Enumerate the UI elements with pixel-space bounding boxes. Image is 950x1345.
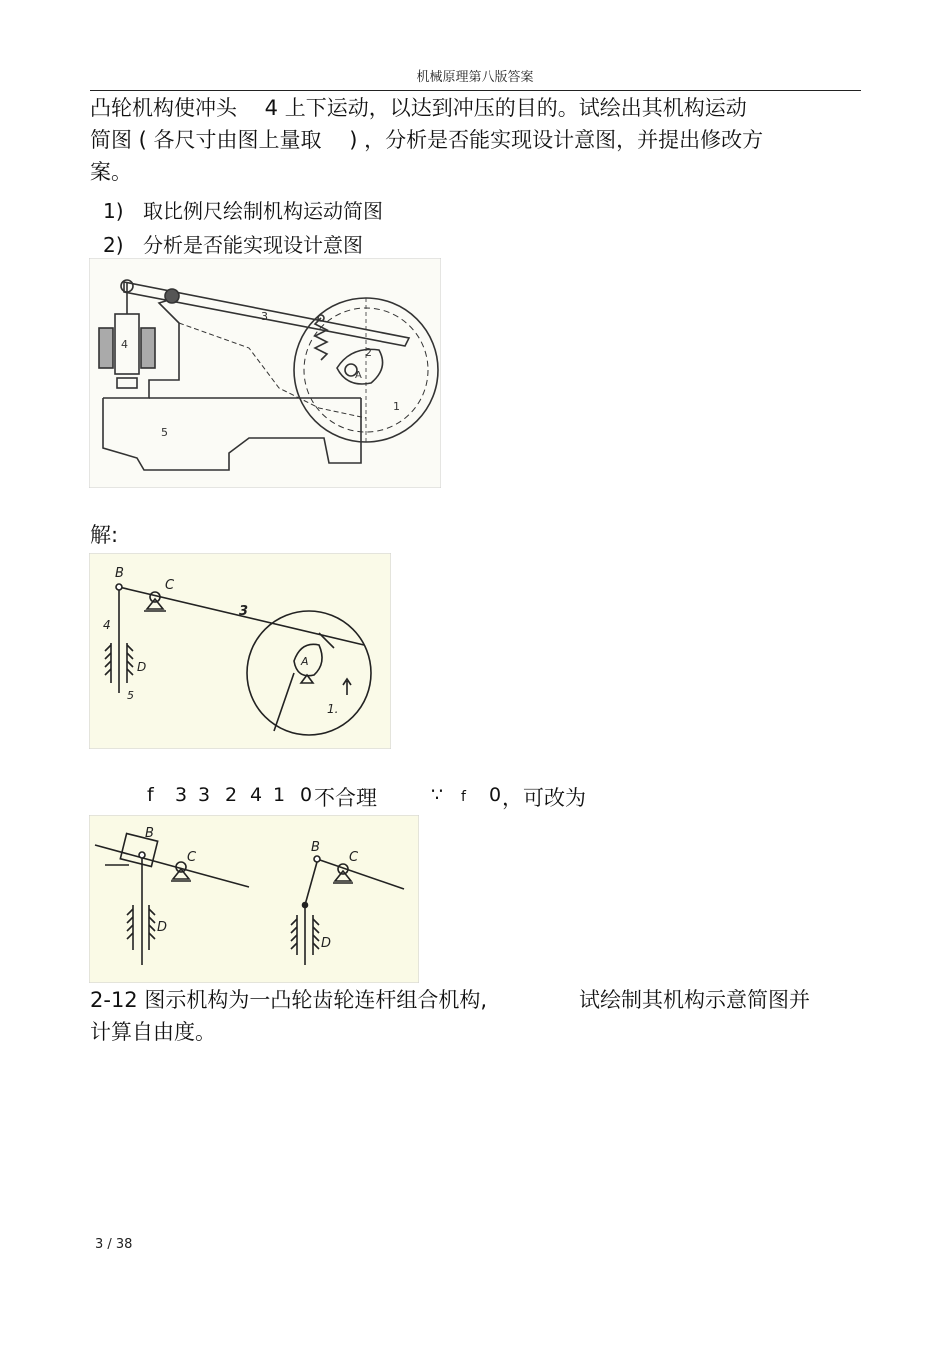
next-problem-line-1b: 试绘制其机构示意简图并	[579, 988, 810, 1012]
modified-design-figure	[89, 815, 419, 983]
page-number: 3 / 38	[95, 1237, 133, 1252]
header-rule	[90, 90, 861, 91]
step-1-number: 1)	[103, 199, 124, 223]
fig3-left-label-C: C	[187, 850, 197, 865]
fig3-right-label-B: B	[311, 840, 320, 855]
step-1	[103, 195, 383, 224]
step-2-text: 分析是否能实现设计意图	[143, 233, 363, 257]
fig1-label-3: 3	[261, 310, 268, 323]
fig2-label-C: C	[165, 578, 175, 593]
step-1-text: 取比例尺绘制机构运动简图	[143, 199, 383, 223]
page-header: 机械原理第八版答案	[416, 70, 534, 85]
formula-n1: 1	[273, 784, 286, 806]
fig3-right-label-D: D	[321, 936, 332, 951]
formula-n3b: 3	[198, 784, 211, 806]
formula-because: ∵	[431, 784, 444, 806]
fig3-right-label-C: C	[349, 850, 359, 865]
press-mechanism-figure	[89, 258, 441, 488]
formula-n0: 0	[300, 784, 313, 806]
formula-fix: ，可改为	[502, 786, 586, 810]
formula-n3: 3	[175, 784, 188, 806]
fig2-label-A: A	[301, 655, 309, 668]
fig1-label-2: 2	[365, 346, 372, 359]
problem-line-1: 凸轮机构使冲头 4 上下运动，以达到冲压的目的。试绘出其机构运动	[90, 96, 747, 120]
formula-zero: 0	[489, 784, 502, 806]
step-2-number: 2)	[103, 233, 124, 257]
next-problem-line-2: 计算自由度。	[90, 1020, 216, 1044]
solution-label: 解:	[90, 523, 119, 547]
formula-f: f	[147, 784, 154, 806]
fig2-label-4: 4	[103, 618, 111, 632]
fig3-left-label-B: B	[145, 826, 154, 841]
fig3-left-label-D: D	[157, 920, 168, 935]
formula-n4: 4	[250, 784, 263, 806]
fig2-label-B: B	[115, 566, 124, 581]
formula-n2: 2	[225, 784, 238, 806]
problem-line-3: 案。	[90, 160, 132, 184]
fig2-label-3: 3	[239, 604, 249, 619]
next-problem-line-1a: 2-12 图示机构为一凸轮齿轮连杆组合机构,	[90, 988, 488, 1012]
kinematic-diagram-figure	[89, 553, 391, 749]
fig1-label-4: 4	[121, 338, 128, 351]
fig2-label-1: 1.	[327, 702, 339, 716]
formula-f2: f	[461, 789, 466, 805]
fig1-label-1: 1	[393, 400, 400, 413]
fig2-label-D: D	[137, 660, 147, 674]
problem-line-2: 简图 ( 各尺寸由图上量取 ) ，分析是否能实现设计意图，并提出修改方	[90, 128, 764, 152]
step-2	[103, 229, 363, 258]
fig1-label-A: A	[355, 370, 362, 381]
formula-verdict: 不合理	[314, 786, 377, 810]
fig1-label-5: 5	[161, 426, 168, 439]
fig2-label-5: 5	[127, 689, 134, 702]
